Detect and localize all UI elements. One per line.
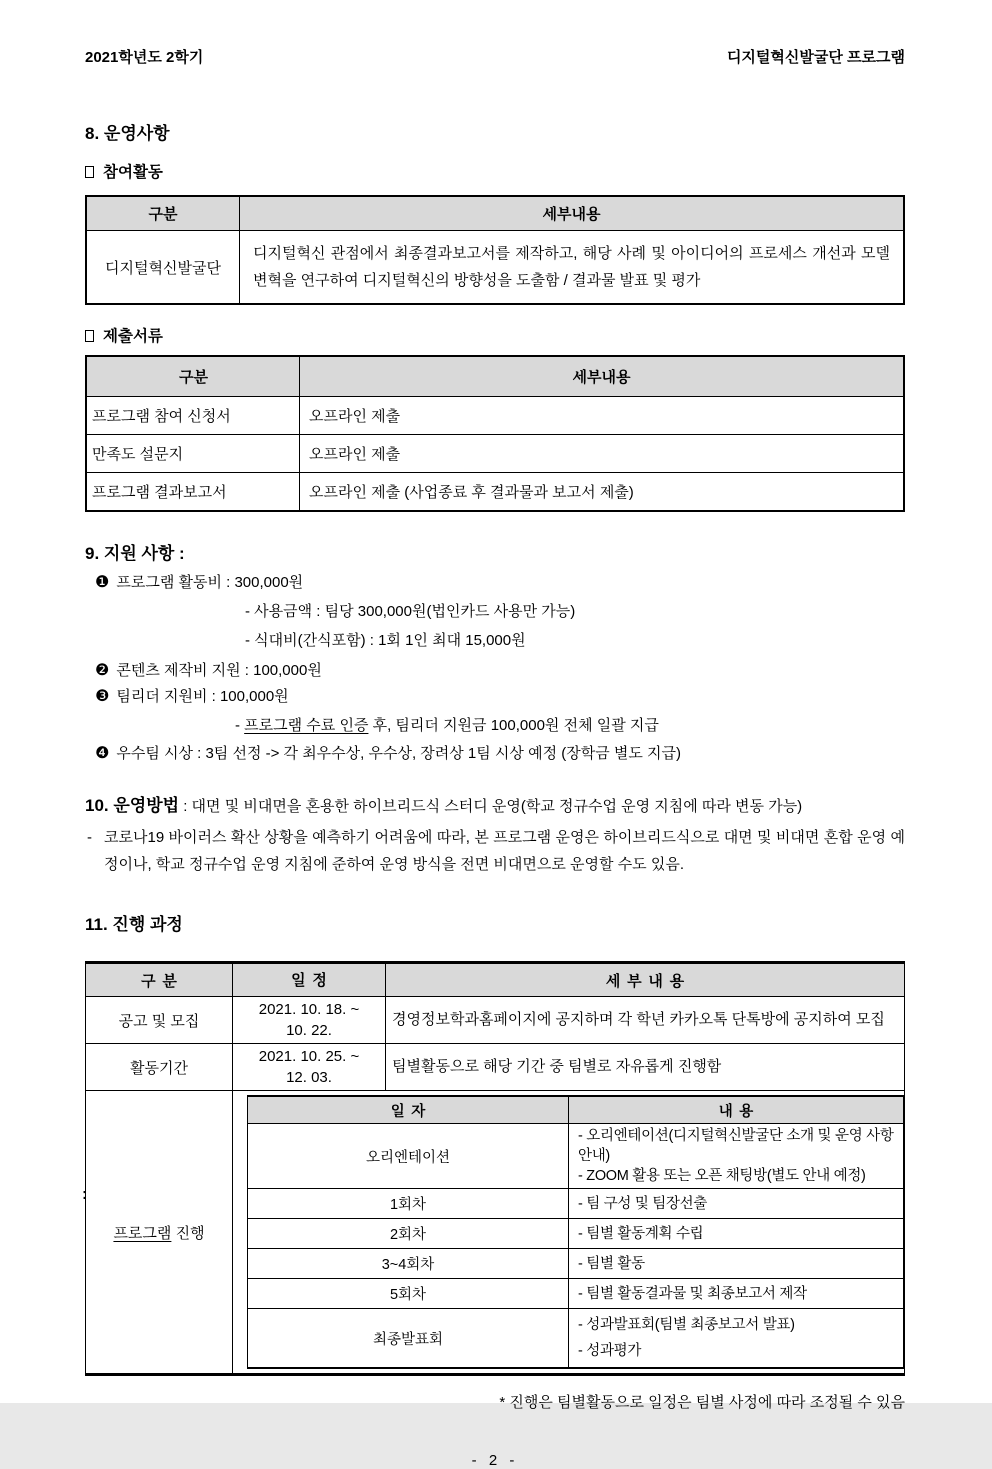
- dash: -: [87, 829, 92, 846]
- content-cell: - 팀 구성 및 팀장선출: [569, 1189, 904, 1219]
- detail-cell: 디지털혁신 관점에서 최종결과보고서를 제작하고, 해당 사례 및 아이디어의 프로세스 개선과 모델 변혁을 연구하여 디지털혁신의 방향성을 도출함 / 결과물 발표 및 평가: [240, 231, 905, 305]
- content-cell: - 팀별 활동: [569, 1249, 904, 1279]
- underlined-text: 프로그램 수료 인증: [244, 717, 369, 734]
- support-item-1: [95, 572, 905, 594]
- column-header-category: 구분: [86, 963, 233, 997]
- table-header-row: [86, 196, 904, 231]
- schedule-line: 2021. 10. 25. ~: [258, 1048, 360, 1065]
- content-line: - ZOOM 활용 또는 오픈 채팅방(별도 안내 예정): [578, 1168, 866, 1184]
- category-cell: 공고 및 모집: [86, 997, 233, 1044]
- support-subitem: - 사용금액 : 팀당 300,000원(법인카드 사용만 가능): [245, 603, 576, 620]
- section-10-note-text: 코로나19 바이러스 확산 상황을 예측하기 어려움에 따라, 본 프로그램 운영은 하이브리드식으로 대면 및 비대면 혼합 운영 예정이나, 학교 정규수업 운영 지침에 준하여 운영 방식을 전면 비대면으로 운영할 수도 있음.: [104, 829, 905, 873]
- section-10-title: 10. 운영방법: [85, 796, 180, 815]
- table-row: [86, 997, 905, 1044]
- column-header-schedule: 일정: [233, 963, 386, 997]
- table-row: [86, 473, 904, 512]
- schedule-cell: [233, 1044, 386, 1091]
- detail-cell: 경영정보학과홈페이지에 공지하며 각 학년 카카오톡 단톡방에 공지하여 모집: [386, 997, 905, 1044]
- header-left-text: 2021학년도 2학기: [85, 49, 204, 66]
- table-header-row: [86, 356, 904, 397]
- participation-table: [85, 195, 905, 305]
- support-subitem-text: 후, 팀리더 지원금 100,000원 전체 일괄 지급: [368, 717, 659, 734]
- table-header-row: [248, 1096, 904, 1124]
- support-item-text: 프로그램 활동비 : 300,000원: [116, 574, 304, 591]
- running-header: [85, 0, 905, 67]
- section-11-title: 11. 진행 과정: [85, 915, 183, 934]
- numbered-bullet-icon: ❸: [95, 688, 110, 705]
- support-subitem: [235, 715, 905, 737]
- section-10-title-rest: : 대면 및 비대면을 혼용한 하이브리드식 스터디 운영(학교 정규수업 운영 지침에 따라 변동 가능): [179, 798, 803, 815]
- column-header-session: 일자: [248, 1096, 569, 1124]
- support-subitem: - 식대비(간식포함) : 1회 1인 최대 15,000원: [245, 632, 526, 649]
- category-cell: 활동기간: [86, 1044, 233, 1091]
- column-header-category: 구분: [86, 196, 240, 231]
- program-progress-row: [86, 1091, 905, 1375]
- support-item-text: 우수팀 시상 : 3팀 선정 -> 각 최우수상, 우수상, 장려상 1팀 시상 예정 (장학금 별도 지급): [116, 745, 681, 762]
- content-line: - 오리엔테이션(디지털혁신발굴단 소개 및 운영 사항 안내): [578, 1128, 894, 1164]
- content-line: - 성과발표회(팀별 최종보고서 발표): [578, 1317, 795, 1333]
- underlined-text: 프로그램: [113, 1224, 172, 1242]
- numbered-bullet-icon: ❶: [95, 574, 110, 591]
- session-cell: 최종발표회: [248, 1309, 569, 1369]
- section-9-title: 9. 지원 사항 :: [85, 544, 185, 563]
- footnote: * 진행은 팀별활동으로 일정은 팀별 사정에 따라 조정될 수 있음: [499, 1394, 905, 1411]
- table-row: [86, 435, 904, 473]
- column-header-content: 내용: [569, 1096, 904, 1124]
- category-text: 진행: [171, 1224, 205, 1242]
- page-number: - 2 -: [471, 1452, 519, 1469]
- table-row: [86, 397, 904, 435]
- process-table: [85, 961, 905, 1376]
- square-bullet-icon: [85, 166, 94, 178]
- session-cell: 3~4회차: [248, 1249, 569, 1279]
- table-row: [86, 231, 904, 305]
- numbered-bullet-icon: ❹: [95, 745, 110, 762]
- category-cell: 디지털혁신발굴단: [86, 231, 240, 305]
- session-cell: 오리엔테이션: [248, 1124, 569, 1189]
- content-cell: - 팀별 활동계획 수립: [569, 1219, 904, 1249]
- support-item-4: [95, 743, 905, 765]
- detail-cell: 팀별활동으로 해당 기간 중 팀별로 자유롭게 진행함: [386, 1044, 905, 1091]
- table-row: [248, 1309, 904, 1369]
- table-header-row: [86, 963, 905, 997]
- content-cell: [569, 1309, 904, 1369]
- session-table: [247, 1095, 904, 1369]
- schedule-cell: [233, 997, 386, 1044]
- session-cell: 5회차: [248, 1279, 569, 1309]
- schedule-line: 10. 22.: [286, 1022, 332, 1039]
- category-cell: [86, 1091, 233, 1375]
- table-row: [86, 1044, 905, 1091]
- section-10-heading: [85, 793, 905, 820]
- support-item-3: [95, 686, 905, 708]
- section-10-note: [87, 824, 905, 878]
- documents-table: [85, 355, 905, 512]
- table-row: [248, 1219, 904, 1249]
- column-header-detail: 세부내용: [240, 196, 905, 231]
- documents-label-text: 제출서류: [103, 328, 163, 345]
- session-cell: 1회차: [248, 1189, 569, 1219]
- participation-label-text: 참여활동: [103, 164, 163, 181]
- content-cell: - 팀별 활동결과물 및 최종보고서 제작: [569, 1279, 904, 1309]
- header-right-text: 디지털혁신발굴단 프로그램: [726, 49, 905, 66]
- session-cell: 2회차: [248, 1219, 569, 1249]
- table-row: [248, 1279, 904, 1309]
- section-8-title: 8. 운영사항: [85, 124, 170, 143]
- detail-cell: 오프라인 제출: [300, 435, 905, 473]
- dash: -: [235, 717, 240, 734]
- support-item-text: 팀리더 지원비 : 100,000원: [116, 688, 289, 705]
- table-row: [248, 1124, 904, 1189]
- column-header-category: 구분: [86, 356, 300, 397]
- numbered-bullet-icon: ❷: [95, 662, 110, 679]
- category-cell: 만족도 설문지: [86, 435, 300, 473]
- detail-cell: 오프라인 제출 (사업종료 후 결과물과 보고서 제출): [300, 473, 905, 512]
- nested-table-cell: [233, 1091, 905, 1375]
- detail-cell: 오프라인 제출: [300, 397, 905, 435]
- support-item-2: [95, 660, 905, 682]
- column-header-detail: 세부내용: [386, 963, 905, 997]
- content-cell: [569, 1124, 904, 1189]
- content-line: - 성과평가: [578, 1343, 642, 1359]
- table-row: [248, 1189, 904, 1219]
- support-item-text: 콘텐츠 제작비 지원 : 100,000원: [116, 662, 322, 679]
- column-header-detail: 세부내용: [300, 356, 905, 397]
- square-bullet-icon: [85, 330, 94, 342]
- table-row: [248, 1249, 904, 1279]
- documents-label: [85, 324, 905, 346]
- category-cell: 프로그램 참여 신청서: [86, 397, 300, 435]
- schedule-line: 12. 03.: [286, 1069, 332, 1086]
- stray-colon: :: [82, 1186, 88, 1203]
- participation-label: [85, 160, 905, 182]
- category-cell: 프로그램 결과보고서: [86, 473, 300, 512]
- schedule-line: 2021. 10. 18. ~: [258, 1001, 360, 1018]
